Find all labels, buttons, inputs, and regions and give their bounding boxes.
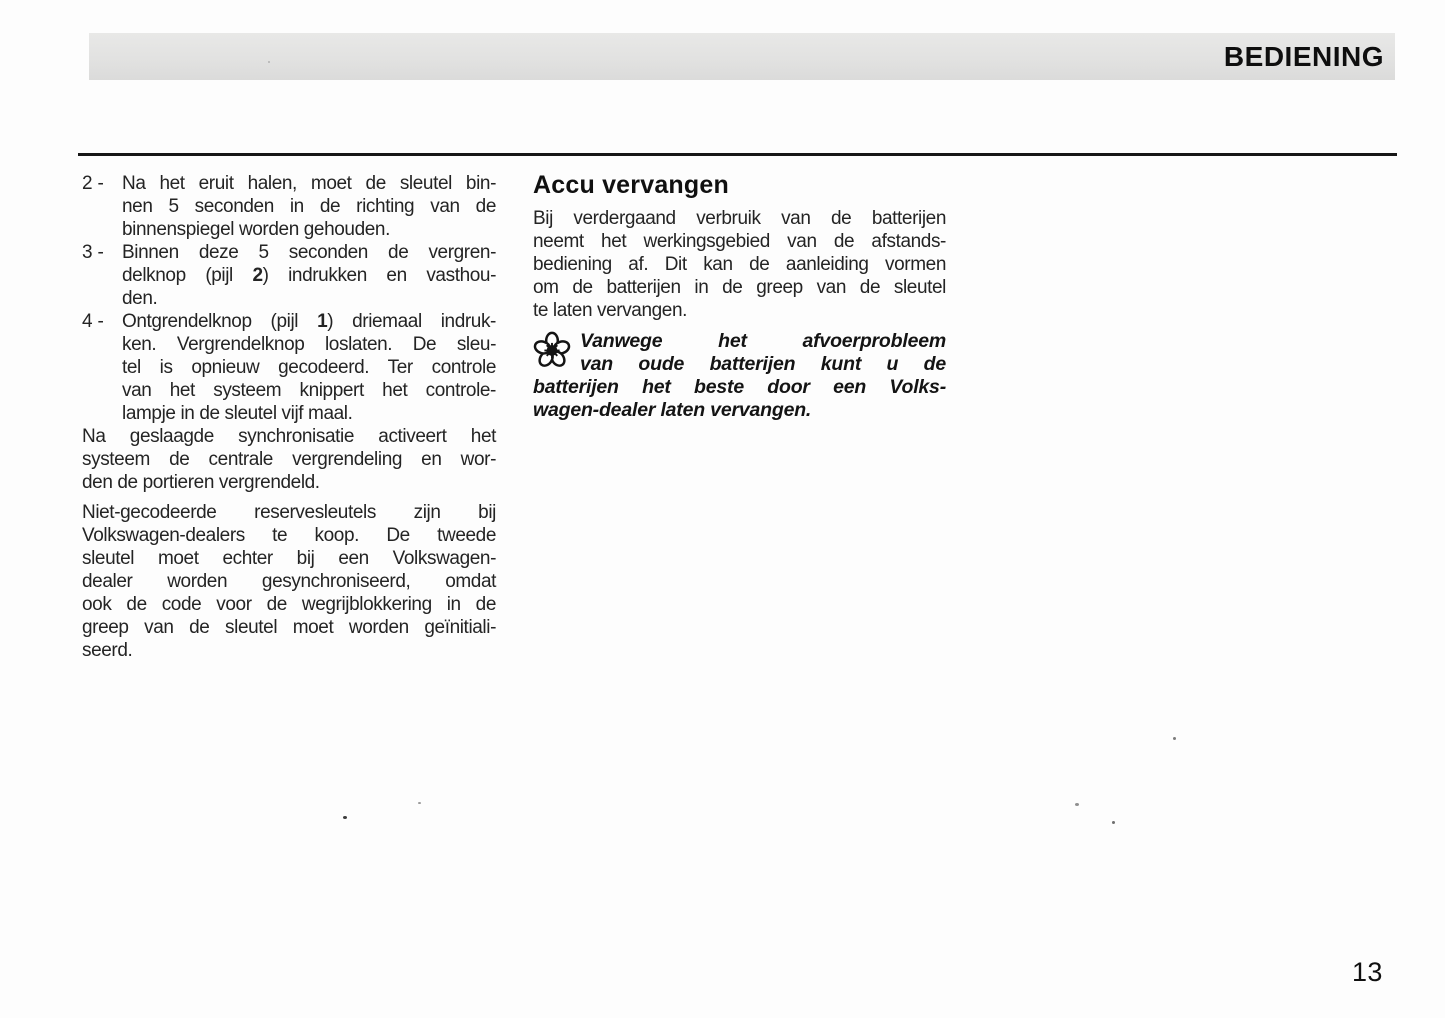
text-line: Vanwege het afvoerprobleem [580, 330, 946, 352]
text-line: ken. Vergrendelknop loslaten. De sleu- [122, 334, 496, 355]
scan-speck [343, 816, 347, 819]
scan-speck [1112, 821, 1115, 824]
right-column [533, 172, 946, 422]
text-line: den de portieren vergrendeld. [82, 472, 320, 493]
left-column [82, 172, 496, 662]
text-line: dealer worden gesynchroniseerd, omdat [82, 571, 496, 592]
text-line: sleutel moet echter bij een Volkswagen- [82, 548, 496, 569]
paragraph [82, 425, 496, 494]
list-item-text [122, 172, 496, 241]
text-line: seerd. [82, 640, 133, 661]
header-bar [89, 33, 1395, 80]
list-item [82, 241, 496, 310]
page-title: BEDIENING [1223, 40, 1384, 72]
text-line: delknop (pijl 2) indrukken en vasthou- [122, 265, 496, 286]
text-line: ook de code voor de wegrijblokkering in de [82, 594, 496, 615]
scan-speck [1173, 737, 1176, 740]
list-marker: 3 - [82, 242, 104, 263]
scan-speck [418, 802, 421, 804]
list-item-text [122, 241, 496, 310]
environment-flower-icon [533, 331, 571, 370]
text-line: den. [122, 288, 158, 309]
list-item [82, 172, 496, 241]
text-line: nen 5 seconden in de richting van de [122, 196, 496, 217]
text-line: van het systeem knippert het controle- [122, 380, 496, 401]
text-line: tel is opnieuw gecodeerd. Ter controle [122, 357, 496, 378]
text-line: Ontgrendelknop (pijl 1) driemaal indruk- [122, 311, 496, 332]
text-line: Na het eruit halen, moet de sleutel bin- [122, 173, 496, 194]
text-line: om de batterijen in de greep van de sleutel [533, 277, 946, 298]
scan-speck [268, 61, 270, 63]
text-line: neemt het werkingsgebied van de afstands- [533, 231, 946, 252]
text-line: binnenspiegel worden gehouden. [122, 219, 390, 240]
paragraph [533, 207, 946, 322]
list-marker: 2 - [82, 173, 104, 194]
text-line: te laten vervangen. [533, 300, 688, 321]
text-line: van oude batterijen kunt u de [580, 353, 946, 375]
dealer-note [533, 330, 946, 422]
scan-speck [1075, 803, 1079, 806]
page-number: 13 [1352, 957, 1383, 987]
list-item-text [122, 310, 496, 425]
section-rule [78, 153, 1397, 156]
text-line: Volkswagen-dealers te koop. De tweede [82, 525, 496, 546]
list-marker: 4 - [82, 311, 104, 332]
text-line: Na geslaagde synchronisatie activeert het [82, 426, 496, 447]
text-line: wagen-dealer laten vervangen. [533, 399, 812, 421]
text-line: Niet-gecodeerde reservesleutels zijn bij [82, 502, 496, 523]
text-line: bediening af. Dit kan de aanleiding vormen [533, 254, 946, 275]
text-line: Binnen deze 5 seconden de vergren- [122, 242, 496, 263]
note-text [533, 330, 946, 422]
section-heading: Accu vervangen [533, 171, 729, 199]
paragraph [82, 501, 496, 662]
text-line: lampje in de sleutel vijf maal. [122, 403, 353, 424]
text-line: systeem de centrale vergrendeling en wor- [82, 449, 496, 470]
text-line: batterijen het beste door een Volks- [533, 376, 946, 398]
text-line: Bij verdergaand verbruik van de batterijen [533, 208, 946, 229]
list-item [82, 310, 496, 425]
text-line: greep van de sleutel moet worden geïnitiali- [82, 617, 496, 638]
